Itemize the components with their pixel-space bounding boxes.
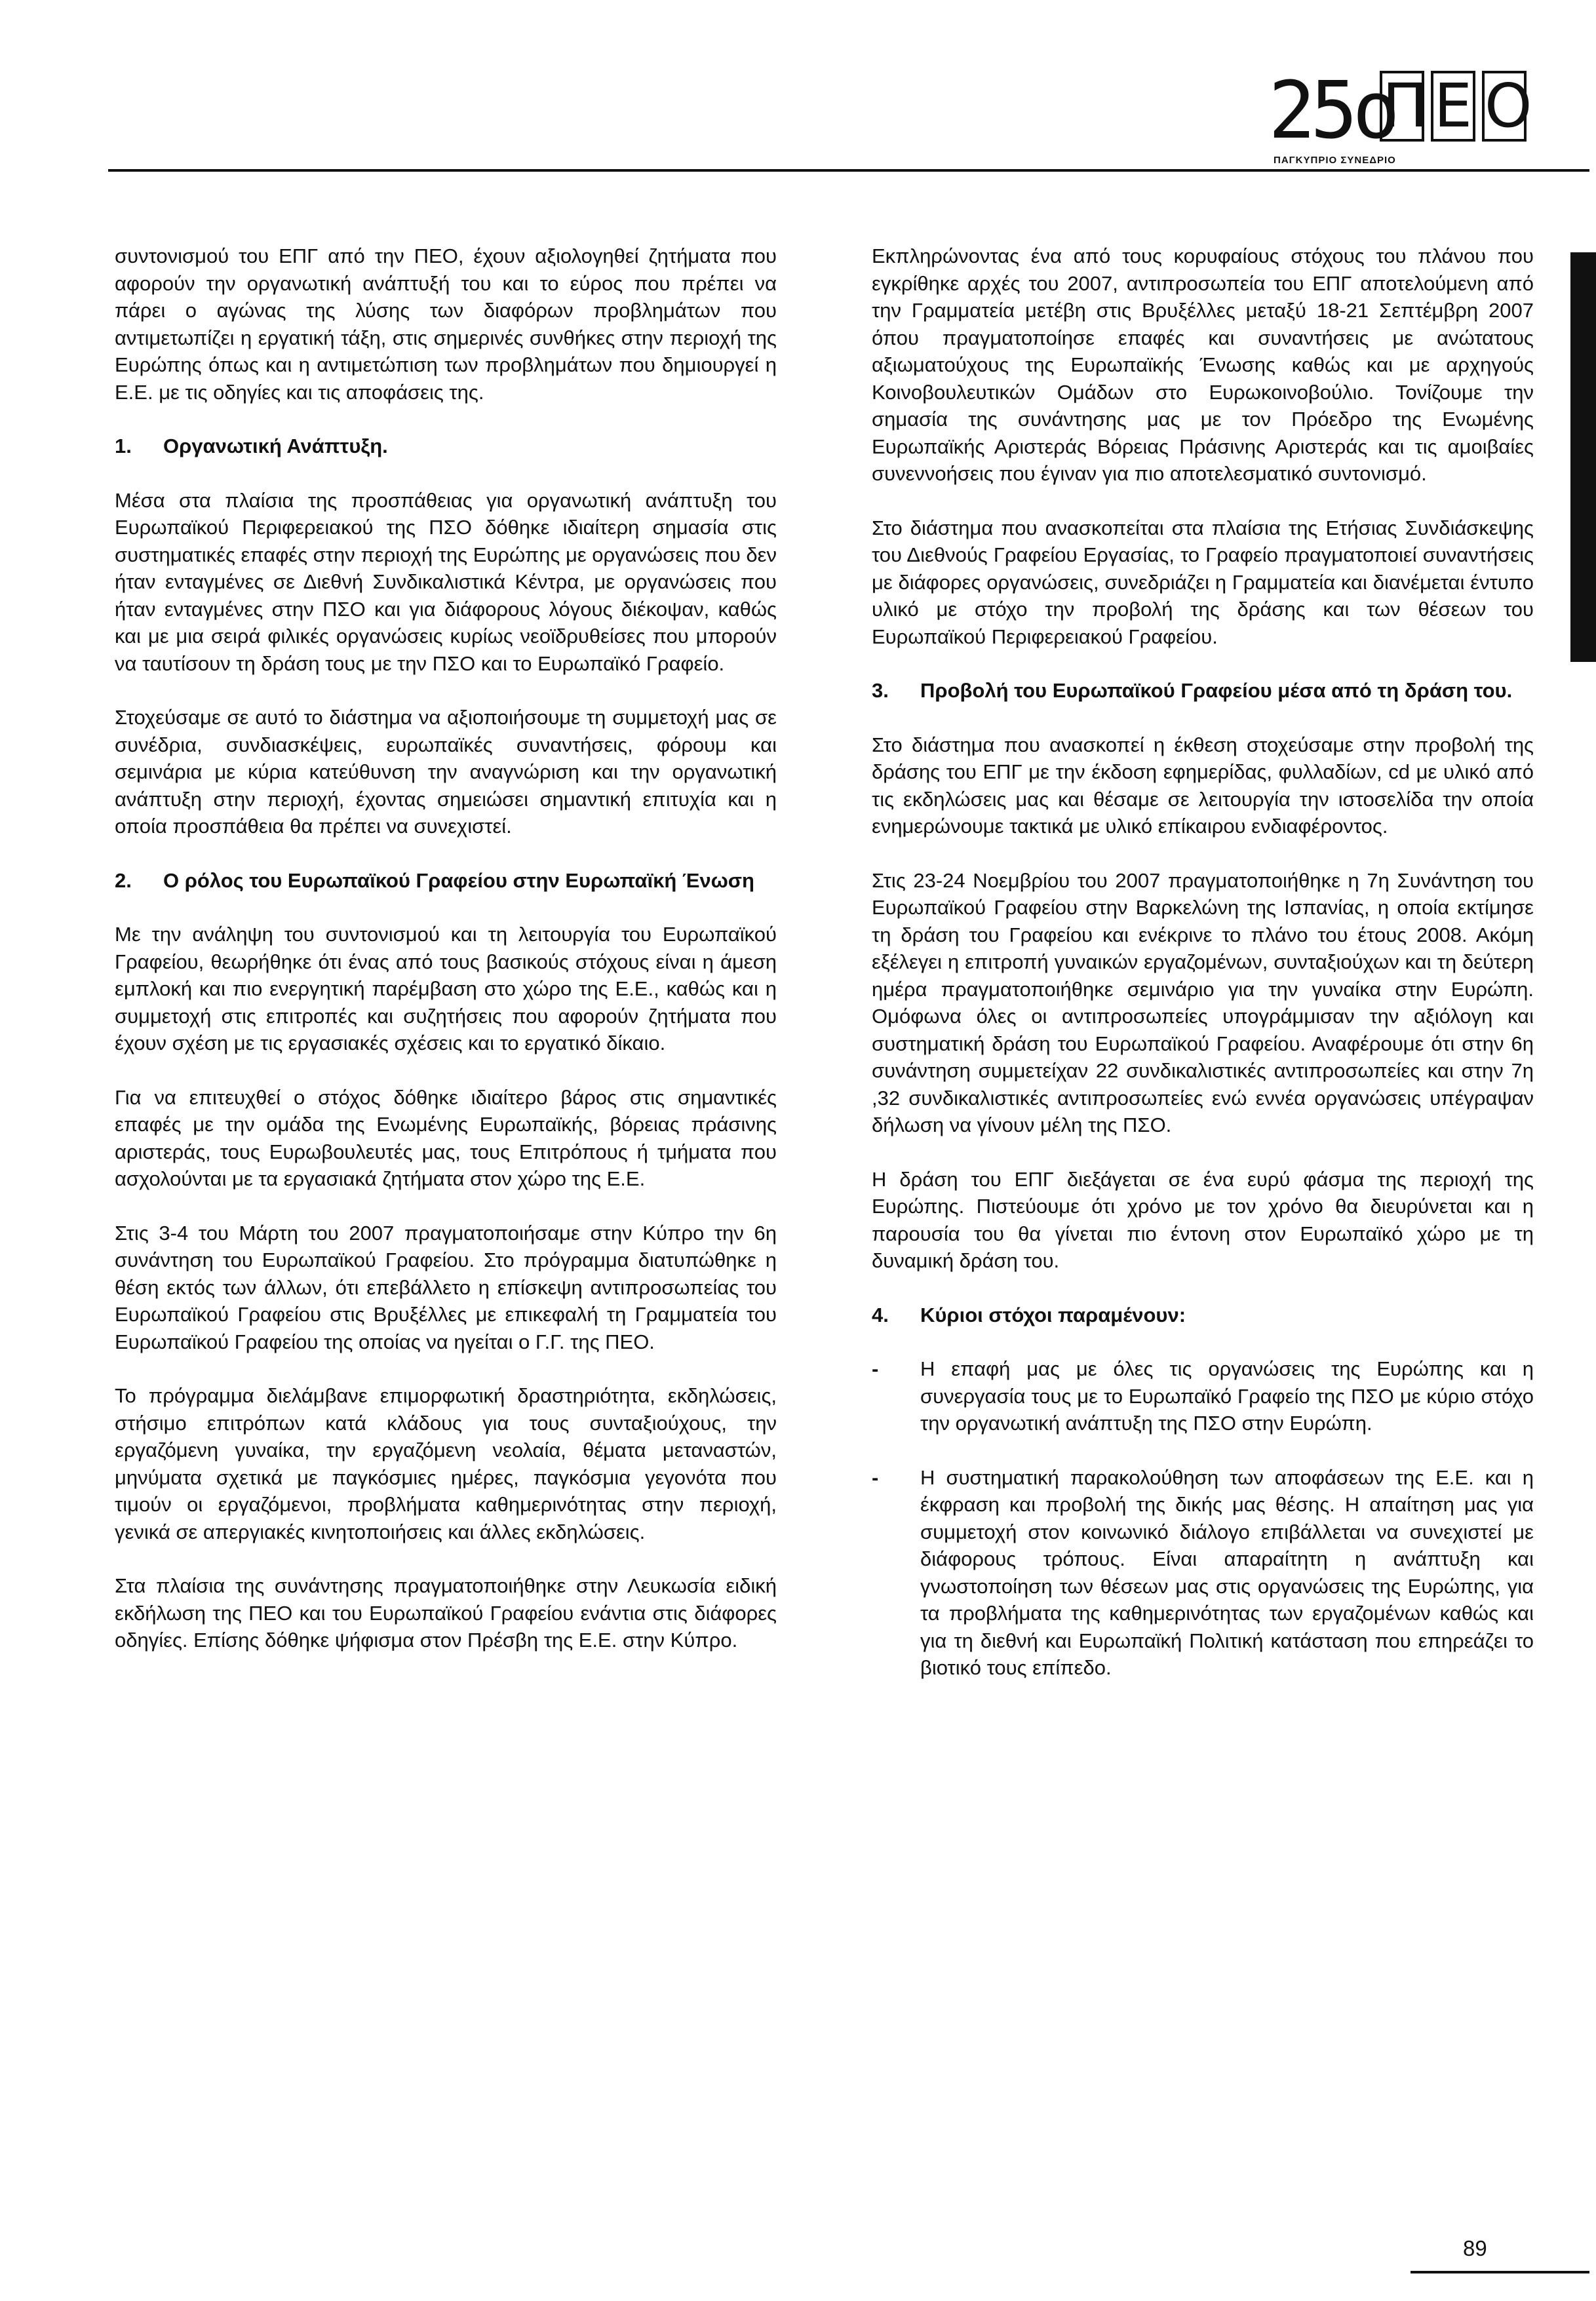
logo-letter: Ο — [1482, 71, 1527, 142]
logo-letter: Π — [1380, 71, 1424, 142]
header-rule — [108, 169, 1589, 172]
paragraph: Η δράση του ΕΠΓ διεξάγεται σε ένα ευρύ φάσμα της περιοχή της Ευρώπης. Πιστεύουμε ότι χρόνο με τον χρόνο θα διευρύνεται και η παρουσία του θα γίνεται πιο έντονη στον Ευρωπαϊκό χώρο με τη δυναμική δράση του. — [872, 1167, 1534, 1272]
logo-letter: Ε — [1431, 71, 1475, 142]
logo-subtitle: ΠΑΓΚΥΠΡΙΟ ΣΥΝΕΔΡΙΟ — [1274, 155, 1396, 166]
paragraph: συντονισμού του ΕΠΓ από την ΠΕΟ, έχουν αξιολογηθεί ζητήματα που αφορούν την οργανωτική ανάπτυξή του και το εύρος που πρέπει να πάρει ο αγώνας της λύσης των διαφόρων προβλημάτων που αντιμετωπίζει η εργατική τάξη, στις σημερινές συνθήκες στην περιοχή της Ευρώπης όπως και η αντιμετώπιση των προβλημάτων που δημιουργεί η Ε.Ε. με τις οδηγίες και τις αποφάσεις της. — [115, 244, 777, 404]
paragraph: Στις 23-24 Νοεμβρίου του 2007 πραγματοποιήθηκε η 7η Συνάντηση του Ευρωπαϊκού Γραφείου στην Βαρκελώνη της Ισπανίας, η οποία εκτίμησε τη δράση του Γραφείου και ενέκρινε το πλάνο του έτους 2008. Ακόμη εξέλεγει η επιτροπή γυναικών εργαζομένων, συνταξιούχων και τη δεύτερη ημέρα πραγματοποιήθηκε σεμινάριο για την γυναίκα στην Ευρώπη. Ομόφωνα όλες οι αντιπροσωπείες υπογράμμισαν την αξιόλογη και συστηματική δράση του Ευρωπαϊκού Γραφείου. Αναφέρουμε ότι στην 6η συνάντηση συμμετείχαν 22 συνδικαλιστικές αντιπροσωπείες και στην 7η ,32 συνδικαλιστικές αντιπροσωπείες ενώ εννέα οργανώσεις υπέγραψαν δήλωση να γίνουν μέλη της ΠΣΟ. — [872, 868, 1534, 1136]
section-number: 1. — [115, 435, 132, 457]
section-title: Κύριοι στόχοι παραμένουν: — [920, 1303, 1186, 1326]
list-item-text: Η συστηματική παρακολούθηση των αποφάσεων της Ε.Ε. και η έκφραση και προβολή της δικής μας θέσης. Η απαίτηση μας για συμμετοχή στον κοινωνικό διάλογο επιβάλλεται να συνεχιστεί με διάφορους τρόπους. Είναι απαραίτητη η ανάπτυξη και γνωστοποίηση των θέσεων μας στις οργανώσεις της Ευρώπης, για τα προβλήματα της καθημερινότητας των εργαζομένων καθώς και για τη διεθνή και Ευρωπαϊκή Πολιτική κατάσταση που επηρεάζει το βιοτικό τους επίπεδο. — [920, 1465, 1534, 1679]
paragraph: Με την ανάληψη του συντονισμού και τη λειτουργία του Ευρωπαϊκού Γραφείου, θεωρήθηκε ότι ένας από τους βασικούς στόχους είναι η άμεση εμπλοκή και πιο ενεργητική παρέμβαση στο χώρο της Ε.Ε., καθώς και η συμμετοχή στις επιτροπές και συζητήσεις που αφορούν ζητήματα που έχουν σχέση με τις εργασιακές σχέσεις και το εργατικό δίκαιο. — [115, 923, 777, 1054]
dash-bullet-icon: - — [872, 1465, 879, 1489]
paragraph: Στα πλαίσια της συνάντησης πραγματοποιήθηκε στην Λευκωσία ειδική εκδήλωση της ΠΕΟ και του Ευρωπαϊκού Γραφείου ενάντια στις διάφορες οδηγίες. Επίσης δόθηκε ψήφισμα στον Πρέσβη της Ε.Ε. στην Κύπρο. — [115, 1574, 777, 1652]
section-number: 3. — [872, 679, 889, 702]
congress-logo — [1268, 66, 1550, 164]
paragraph: Στο διάστημα που ανασκοπεί η έκθεση στοχεύσαμε στην προβολή της δράσης του ΕΠΓ με την έκδοση εφημερίδας, φυλλαδίων, cd με υλικό από τις εκδηλώσεις μας και θέσαμε σε λειτουργία την ιστοσελίδα την οποία ενημερώνουμε τακτικά με υλικό επίκαιρου ενδιαφέροντος. — [872, 733, 1534, 838]
paragraph: Στις 3-4 του Μάρτη του 2007 πραγματοποιήσαμε στην Κύπρο την 6η συνάντηση του Ευρωπαϊκού Γραφείου. Στο πρόγραμμα διατυπώθηκε η θέση εκτός των άλλων, ότι επεβάλλετο η επίσκεψη αντιπροσωπείας του Ευρωπαϊκού Γραφείου στις Βρυξέλλες με επικεφαλή τη Γραμματεία του Ευρωπαϊκού Γραφείου της οποίας να ηγείται ο Γ.Γ. της ΠΕΟ. — [115, 1221, 777, 1353]
goals-list — [872, 1355, 1534, 1682]
section-heading-1 — [115, 433, 777, 460]
section-heading-4 — [872, 1302, 1534, 1329]
paragraph: Εκπληρώνοντας ένα από τους κορυφαίους στόχους του πλάνου που εγκρίθηκε αρχές του 2007, αντιπροσωπεία του ΕΠΓ αποτελούμενη από την Γραμματεία μετέβη στις Βρυξέλλες μεταξύ 18-21 Σεπτέμβρη 2007 όπου πραγματοποίησε επαφές και συναντήσεις με ανώτατους αξιωματούχους της Ευρωπαϊκής Ένωσης καθώς και με αρχηγούς Κοινοβουλευτικών Ομάδων στο Ευρωκοινοβούλιο. Τονίζουμε την σημασία της συνάντησης μας με τον Πρόεδρο της Ενωμένης Ευρωπαϊκής Αριστεράς Βόρειας Πράσινης Αριστεράς και τις αμοιβαίες συνεννοήσεις που έγιναν για πιο αποτελεσματικό συντονισμό. — [872, 244, 1534, 485]
right-column — [872, 242, 1534, 1709]
section-number: 2. — [115, 868, 132, 892]
paragraph: Το πρόγραμμα διελάμβανε επιμορφωτική δραστηριότητα, εκδηλώσεις, στήσιμο επιτρόπων κατά κλάδους για τους συνταξιούχους, την εργαζόμενη γυναίκα, την εργαζόμενη νεολαία, θέματα μεταναστών, μηνύματα σχετικά με παγκόσμιες ημέρες, παγκόσμια γεγονότα που τιμούν οι εργαζόμενοι, προβλήματα καθημερινότητας στην περιοχή, γενικά σε απεργιακές κινητοποιήσεις και άλλες εκδηλώσεις. — [115, 1384, 777, 1543]
section-number: 4. — [872, 1303, 889, 1326]
side-margin-bar — [1570, 252, 1596, 662]
section-title: Οργανωτική Ανάπτυξη. — [163, 435, 388, 457]
list-item — [872, 1355, 1534, 1437]
logo-letters — [1380, 71, 1532, 142]
list-item-text: Η επαφή μας με όλες τις οργανώσεις της Ευρώπης και η συνεργασία τους με το Ευρωπαϊκό Γραφείο της ΠΣΟ με κύριο στόχο την οργανωτική ανάπτυξη της ΠΣΟ στην Ευρώπη. — [920, 1357, 1534, 1435]
section-title: Ο ρόλος του Ευρωπαϊκού Γραφείου στην Ευρωπαϊκή Ένωση — [163, 868, 754, 892]
paragraph: Στοχεύσαμε σε αυτό το διάστημα να αξιοποιήσουμε τη συμμετοχή μας σε συνέδρια, συνδιασκέψεις, ευρωπαϊκές συναντήσεις, φόρουμ και σεμινάρια με κύρια κατεύθυνση την αναγνώριση και την οργανωτική ανάπτυξη στην περιοχή, έχοντας σημειώσει σημαντική επιτυχία και η οποία προσπάθεια θα πρέπει να συνεχιστεί. — [115, 706, 777, 838]
page-number: 89 — [1463, 2236, 1487, 2260]
section-heading-3 — [872, 677, 1534, 705]
section-heading-2 — [115, 867, 777, 895]
dash-bullet-icon: - — [872, 1357, 879, 1380]
paragraph: Για να επιτευχθεί ο στόχος δόθηκε ιδιαίτερο βάρος στις σημαντικές επαφές με την ομάδα της Ενωμένης Ευρωπαϊκής, βόρειας πράσινης αριστεράς, τους Ευρωβουλευτές μας, τους Επιτρόπους ή τμήματα που ασχολούνται με τα εργασιακά ζητήματα στον χώρο της Ε.Ε. — [115, 1085, 777, 1190]
logo-number: 25o — [1268, 66, 1395, 157]
footer-rule — [1411, 2271, 1589, 2273]
section-title: Προβολή του Ευρωπαϊκού Γραφείου μέσα από τη δράση του. — [920, 679, 1513, 702]
paragraph: Μέσα στα πλαίσια της προσπάθειας για οργανωτική ανάπτυξη του Ευρωπαϊκού Περιφερειακού της ΠΣΟ δόθηκε ιδιαίτερη σημασία στις συστηματικές επαφές στην περιοχή της Ευρώπης με οργανώσεις που δεν ήταν ενταγμένες σε Διεθνή Συνδικαλιστικά Κέντρα, με οργανώσεις που ήταν ενταγμένες στην ΠΣΟ και για διάφορους λόγους διέκοψαν, καθώς και με μια σειρά φιλικές οργανώσεις κυρίως νεοϊδρυθείσες που μπορούν να ταυτίσουν τη δράση τους με την ΠΣΟ και το Ευρωπαϊκό Γραφείο. — [115, 488, 777, 675]
list-item — [872, 1464, 1534, 1682]
left-column — [115, 242, 777, 1681]
paragraph: Στο διάστημα που ανασκοπείται στα πλαίσια της Ετήσιας Συνδιάσκεψης του Διεθνούς Γραφείου Εργασίας, το Γραφείο πραγματοποιεί συναντήσεις με διάφορες οργανώσεις, συνεδριάζει η Γραμματεία και διανέμεται έντυπο υλικό με στόχο την προβολή της δράσης και των θέσεων του Ευρωπαϊκού Περιφερειακού Γραφείου. — [872, 516, 1534, 648]
